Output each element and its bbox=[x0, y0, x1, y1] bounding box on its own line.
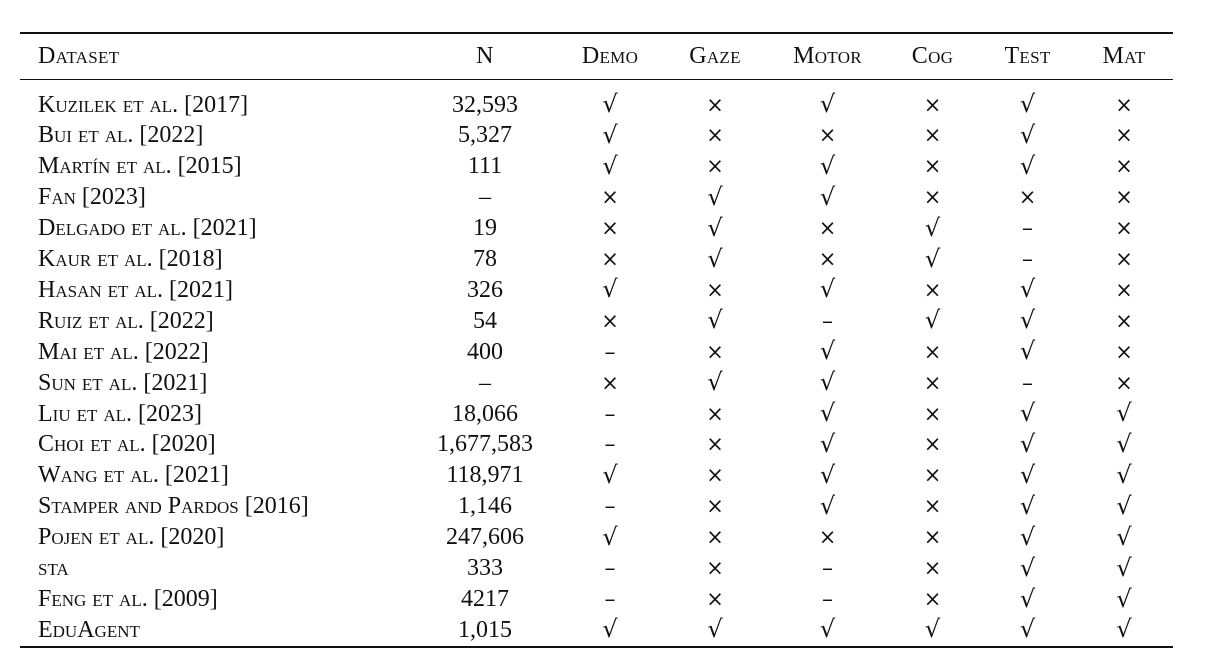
dataset-size: 19 bbox=[473, 215, 497, 242]
mat-cell bbox=[1075, 399, 1173, 430]
dash-icon: – bbox=[1022, 216, 1033, 242]
gaze-cell bbox=[660, 523, 770, 554]
table-row bbox=[20, 554, 1173, 585]
mat-cell bbox=[1075, 523, 1173, 554]
test-cell bbox=[980, 183, 1075, 214]
cross-icon: × bbox=[706, 123, 724, 148]
cog-cell bbox=[885, 585, 980, 616]
cross-icon: × bbox=[923, 587, 942, 611]
motor-cell bbox=[770, 492, 885, 523]
gaze-cell bbox=[660, 337, 770, 368]
cog-cell bbox=[885, 245, 980, 276]
cog-cell bbox=[885, 121, 980, 152]
dash-icon: – bbox=[822, 587, 833, 612]
demo-cell bbox=[560, 183, 660, 214]
dataset-size: 1,677,583 bbox=[437, 431, 533, 458]
test-cell bbox=[980, 121, 1075, 152]
cross-icon: × bbox=[706, 587, 724, 611]
dataset-name: Wang et al. [2021] bbox=[38, 462, 229, 489]
check-icon: √ bbox=[819, 368, 836, 397]
table-row bbox=[20, 430, 1173, 461]
check-icon: √ bbox=[1019, 275, 1036, 304]
dataset-size: 400 bbox=[467, 338, 503, 365]
dataset-name: Liu et al. [2023] bbox=[38, 400, 203, 427]
demo-cell bbox=[560, 615, 660, 646]
cross-icon: × bbox=[706, 339, 724, 364]
dataset-table bbox=[20, 34, 1173, 79]
dataset-size: 247,606 bbox=[446, 524, 524, 551]
cross-icon: × bbox=[1115, 123, 1133, 148]
table-row bbox=[20, 214, 1173, 245]
dataset-name: Pojen et al. [2020] bbox=[38, 524, 225, 551]
gaze-cell bbox=[660, 554, 770, 585]
check-icon: √ bbox=[707, 615, 723, 644]
cog-cell bbox=[885, 368, 980, 399]
cross-icon: × bbox=[601, 185, 619, 210]
comparison-table bbox=[20, 32, 1173, 648]
cog-cell bbox=[885, 306, 980, 337]
mat-cell bbox=[1075, 368, 1173, 399]
cog-cell bbox=[885, 183, 980, 214]
check-icon: √ bbox=[819, 90, 836, 118]
cross-icon: × bbox=[706, 432, 724, 457]
check-icon: √ bbox=[1116, 522, 1132, 551]
check-icon: √ bbox=[1019, 522, 1036, 551]
cross-icon: × bbox=[706, 556, 724, 581]
check-icon: √ bbox=[1019, 553, 1036, 582]
dataset-name: Mai et al. [2022] bbox=[38, 338, 209, 365]
table-row bbox=[20, 183, 1173, 214]
cross-icon: × bbox=[1115, 92, 1133, 117]
dataset-name: Kaur et al. [2018] bbox=[38, 246, 223, 273]
gaze-cell bbox=[660, 245, 770, 276]
check-icon: √ bbox=[1019, 337, 1036, 366]
motor-cell bbox=[770, 368, 885, 399]
cross-icon: × bbox=[923, 370, 942, 395]
demo-cell bbox=[560, 121, 660, 152]
table-row bbox=[20, 368, 1173, 399]
check-icon: √ bbox=[1116, 399, 1132, 428]
cross-icon: × bbox=[1115, 339, 1133, 364]
mat-cell bbox=[1075, 461, 1173, 492]
cross-icon: × bbox=[923, 154, 942, 179]
check-icon: √ bbox=[924, 615, 941, 644]
check-icon: √ bbox=[819, 429, 836, 458]
check-icon: √ bbox=[819, 399, 836, 428]
table-row bbox=[20, 152, 1173, 183]
motor-cell bbox=[770, 80, 885, 121]
check-icon: √ bbox=[707, 213, 723, 242]
cross-icon: × bbox=[706, 401, 724, 426]
dataset-name: Fan [2023] bbox=[38, 184, 146, 211]
table-row bbox=[20, 121, 1173, 152]
check-icon: √ bbox=[1019, 584, 1036, 613]
dash-icon: – bbox=[604, 339, 616, 365]
test-cell bbox=[980, 214, 1075, 245]
dataset-size: 326 bbox=[467, 276, 503, 303]
cog-cell bbox=[885, 615, 980, 646]
check-icon: √ bbox=[707, 306, 723, 335]
cross-icon: × bbox=[818, 525, 837, 550]
cog-cell bbox=[885, 214, 980, 245]
test-cell bbox=[980, 152, 1075, 183]
check-icon: √ bbox=[602, 151, 618, 180]
check-icon: √ bbox=[924, 213, 941, 242]
check-icon: √ bbox=[1116, 553, 1132, 582]
check-icon: √ bbox=[1019, 460, 1036, 489]
check-icon: √ bbox=[1019, 151, 1036, 180]
dataset-name: Delgado et al. [2021] bbox=[38, 215, 257, 242]
dataset-size: 32,593 bbox=[452, 91, 518, 118]
motor-cell bbox=[770, 245, 885, 276]
dataset-size: 111 bbox=[467, 153, 503, 180]
dataset-size: 1,146 bbox=[458, 493, 512, 520]
table-row bbox=[20, 492, 1173, 523]
motor-cell bbox=[770, 275, 885, 306]
motor-cell bbox=[770, 214, 885, 245]
cross-icon: × bbox=[706, 494, 724, 519]
check-icon: √ bbox=[1116, 491, 1132, 520]
test-cell bbox=[980, 399, 1075, 430]
motor-cell bbox=[770, 306, 885, 337]
check-icon: √ bbox=[1019, 90, 1036, 118]
cross-icon: × bbox=[601, 308, 619, 333]
demo-cell bbox=[560, 152, 660, 183]
mat-cell bbox=[1075, 585, 1173, 616]
cross-icon: × bbox=[1115, 154, 1133, 179]
table-row bbox=[20, 523, 1173, 554]
cog-cell bbox=[885, 337, 980, 368]
demo-cell bbox=[560, 245, 660, 276]
dash-icon: – bbox=[604, 587, 616, 612]
demo-cell bbox=[560, 368, 660, 399]
motor-cell bbox=[770, 523, 885, 554]
check-icon: √ bbox=[819, 491, 836, 520]
test-cell bbox=[980, 615, 1075, 646]
table-row bbox=[20, 615, 1173, 646]
header-cog: Cog bbox=[911, 43, 954, 69]
motor-cell bbox=[770, 183, 885, 214]
table-row bbox=[20, 275, 1173, 306]
table-row bbox=[20, 461, 1173, 492]
cross-icon: × bbox=[706, 277, 724, 302]
dataset-size: – bbox=[479, 369, 491, 396]
gaze-cell bbox=[660, 121, 770, 152]
cross-icon: × bbox=[818, 247, 837, 272]
check-icon: √ bbox=[602, 275, 618, 304]
test-cell bbox=[980, 275, 1075, 306]
motor-cell bbox=[770, 152, 885, 183]
test-cell bbox=[980, 492, 1075, 523]
cross-icon: × bbox=[923, 339, 942, 364]
cog-cell bbox=[885, 430, 980, 461]
motor-cell bbox=[770, 399, 885, 430]
mat-cell bbox=[1075, 492, 1173, 523]
mat-cell bbox=[1075, 337, 1173, 368]
test-cell bbox=[980, 80, 1075, 121]
gaze-cell bbox=[660, 585, 770, 616]
cross-icon: × bbox=[818, 123, 837, 148]
test-cell bbox=[980, 337, 1075, 368]
gaze-cell bbox=[660, 183, 770, 214]
gaze-cell bbox=[660, 368, 770, 399]
header-motor: Motor bbox=[793, 43, 862, 69]
gaze-cell bbox=[660, 80, 770, 121]
cross-icon: × bbox=[1115, 370, 1133, 395]
dataset-name: Stamper and Pardos [2016] bbox=[38, 493, 309, 520]
dataset-size: – bbox=[479, 184, 491, 211]
cross-icon: × bbox=[1115, 216, 1133, 241]
table-row bbox=[20, 399, 1173, 430]
table-row bbox=[20, 585, 1173, 616]
cross-icon: × bbox=[923, 185, 942, 210]
cross-icon: × bbox=[818, 216, 837, 241]
mat-cell bbox=[1075, 80, 1173, 121]
dash-icon: – bbox=[1022, 247, 1033, 273]
gaze-cell bbox=[660, 399, 770, 430]
dataset-name: Martín et al. [2015] bbox=[38, 153, 242, 180]
motor-cell bbox=[770, 121, 885, 152]
table-row bbox=[20, 306, 1173, 337]
cross-icon: × bbox=[923, 494, 942, 519]
cross-icon: × bbox=[923, 556, 942, 581]
table-row bbox=[20, 245, 1173, 276]
mat-cell bbox=[1075, 615, 1173, 646]
check-icon: √ bbox=[819, 337, 836, 366]
dash-icon: – bbox=[604, 494, 616, 520]
cross-icon: × bbox=[1115, 247, 1133, 272]
check-icon: √ bbox=[602, 90, 618, 118]
mat-cell bbox=[1075, 554, 1173, 585]
check-icon: √ bbox=[1116, 429, 1132, 458]
demo-cell bbox=[560, 492, 660, 523]
cog-cell bbox=[885, 492, 980, 523]
demo-cell bbox=[560, 275, 660, 306]
demo-cell bbox=[560, 461, 660, 492]
cross-icon: × bbox=[923, 123, 942, 148]
header-mat: Mat bbox=[1102, 43, 1146, 69]
test-cell bbox=[980, 523, 1075, 554]
cross-icon: × bbox=[1018, 185, 1037, 210]
dataset-name: Hasan et al. [2021] bbox=[38, 276, 234, 303]
cross-icon: × bbox=[1115, 277, 1133, 302]
cross-icon: × bbox=[1115, 308, 1133, 333]
dash-icon: – bbox=[1022, 370, 1033, 396]
cross-icon: × bbox=[706, 463, 724, 488]
table-row bbox=[20, 337, 1173, 368]
gaze-cell bbox=[660, 430, 770, 461]
test-cell bbox=[980, 306, 1075, 337]
test-cell bbox=[980, 245, 1075, 276]
motor-cell bbox=[770, 461, 885, 492]
dataset-name: Bui et al. [2022] bbox=[38, 122, 204, 149]
mat-cell bbox=[1075, 152, 1173, 183]
mat-cell bbox=[1075, 121, 1173, 152]
motor-cell bbox=[770, 430, 885, 461]
check-icon: √ bbox=[602, 120, 618, 149]
cog-cell bbox=[885, 80, 980, 121]
check-icon: √ bbox=[924, 244, 941, 273]
header-test: Test bbox=[1004, 43, 1051, 69]
cross-icon: × bbox=[923, 277, 942, 302]
header-demo: Demo bbox=[581, 43, 639, 69]
dataset-name: Kuzilek et al. [2017] bbox=[38, 91, 249, 118]
dataset-name: Sun et al. [2021] bbox=[38, 369, 208, 396]
cross-icon: × bbox=[1115, 185, 1133, 210]
dash-icon: – bbox=[822, 556, 833, 582]
check-icon: √ bbox=[819, 460, 836, 489]
mat-cell bbox=[1075, 275, 1173, 306]
demo-cell bbox=[560, 80, 660, 121]
cross-icon: × bbox=[923, 92, 942, 117]
dataset-size: 118,971 bbox=[446, 462, 524, 489]
cross-icon: × bbox=[923, 525, 942, 550]
mat-cell bbox=[1075, 245, 1173, 276]
gaze-cell bbox=[660, 306, 770, 337]
check-icon: √ bbox=[602, 522, 618, 551]
dash-icon: – bbox=[604, 556, 616, 582]
cross-icon: × bbox=[706, 154, 724, 179]
cross-icon: × bbox=[923, 432, 942, 457]
mat-cell bbox=[1075, 214, 1173, 245]
header-dataset: Dataset bbox=[38, 43, 120, 69]
check-icon: √ bbox=[707, 244, 723, 273]
dash-icon: – bbox=[604, 401, 616, 427]
test-cell bbox=[980, 585, 1075, 616]
dataset-size: 4217 bbox=[461, 586, 509, 612]
gaze-cell bbox=[660, 275, 770, 306]
cross-icon: × bbox=[601, 216, 619, 241]
header-row bbox=[20, 34, 1173, 79]
gaze-cell bbox=[660, 152, 770, 183]
motor-cell bbox=[770, 337, 885, 368]
dataset-name: Ruiz et al. [2022] bbox=[38, 307, 214, 334]
dataset-size: 78 bbox=[473, 246, 497, 273]
gaze-cell bbox=[660, 214, 770, 245]
gaze-cell bbox=[660, 461, 770, 492]
test-cell bbox=[980, 430, 1075, 461]
motor-cell bbox=[770, 615, 885, 646]
dataset-name: Choi et al. [2020] bbox=[38, 431, 216, 458]
test-cell bbox=[980, 461, 1075, 492]
check-icon: √ bbox=[1019, 429, 1036, 458]
cog-cell bbox=[885, 554, 980, 585]
check-icon: √ bbox=[602, 460, 618, 489]
demo-cell bbox=[560, 399, 660, 430]
check-icon: √ bbox=[1019, 120, 1036, 149]
demo-cell bbox=[560, 214, 660, 245]
dataset-name: sta bbox=[38, 555, 69, 582]
check-icon: √ bbox=[707, 182, 723, 211]
gaze-cell bbox=[660, 492, 770, 523]
check-icon: √ bbox=[819, 182, 836, 211]
dataset-size: 1,015 bbox=[458, 616, 512, 643]
header-gaze: Gaze bbox=[689, 43, 741, 69]
mat-cell bbox=[1075, 430, 1173, 461]
check-icon: √ bbox=[1019, 399, 1036, 428]
check-icon: √ bbox=[1116, 584, 1132, 613]
check-icon: √ bbox=[1116, 460, 1132, 489]
dataset-name: Feng et al. [2009] bbox=[38, 586, 218, 612]
dash-icon: – bbox=[822, 308, 833, 334]
check-icon: √ bbox=[1019, 615, 1036, 644]
motor-cell bbox=[770, 585, 885, 616]
check-icon: √ bbox=[707, 368, 723, 397]
dataset-name: EduAgent bbox=[38, 616, 140, 643]
check-icon: √ bbox=[1116, 615, 1132, 644]
check-icon: √ bbox=[602, 615, 618, 644]
cross-icon: × bbox=[706, 92, 724, 117]
cross-icon: × bbox=[601, 247, 619, 272]
cog-cell bbox=[885, 523, 980, 554]
cross-icon: × bbox=[923, 463, 942, 488]
mat-cell bbox=[1075, 306, 1173, 337]
cross-icon: × bbox=[601, 370, 619, 395]
cog-cell bbox=[885, 399, 980, 430]
cog-cell bbox=[885, 461, 980, 492]
cross-icon: × bbox=[706, 525, 724, 550]
cog-cell bbox=[885, 152, 980, 183]
check-icon: √ bbox=[924, 306, 941, 335]
demo-cell bbox=[560, 306, 660, 337]
test-cell bbox=[980, 554, 1075, 585]
motor-cell bbox=[770, 554, 885, 585]
gaze-cell bbox=[660, 615, 770, 646]
mat-cell bbox=[1075, 183, 1173, 214]
dataset-table-body bbox=[20, 80, 1173, 646]
dash-icon: – bbox=[604, 432, 616, 458]
test-cell bbox=[980, 368, 1075, 399]
check-icon: √ bbox=[819, 615, 836, 644]
demo-cell bbox=[560, 337, 660, 368]
dataset-size: 333 bbox=[467, 555, 503, 582]
check-icon: √ bbox=[819, 151, 836, 180]
demo-cell bbox=[560, 430, 660, 461]
dataset-size: 5,327 bbox=[458, 122, 512, 149]
demo-cell bbox=[560, 585, 660, 616]
header-n: N bbox=[476, 43, 494, 69]
check-icon: √ bbox=[1019, 306, 1036, 335]
cog-cell bbox=[885, 275, 980, 306]
table-row bbox=[20, 80, 1173, 121]
dataset-size: 54 bbox=[473, 307, 497, 334]
check-icon: √ bbox=[819, 275, 836, 304]
demo-cell bbox=[560, 523, 660, 554]
demo-cell bbox=[560, 554, 660, 585]
cross-icon: × bbox=[923, 401, 942, 426]
check-icon: √ bbox=[1019, 491, 1036, 520]
dataset-size: 18,066 bbox=[452, 400, 518, 427]
